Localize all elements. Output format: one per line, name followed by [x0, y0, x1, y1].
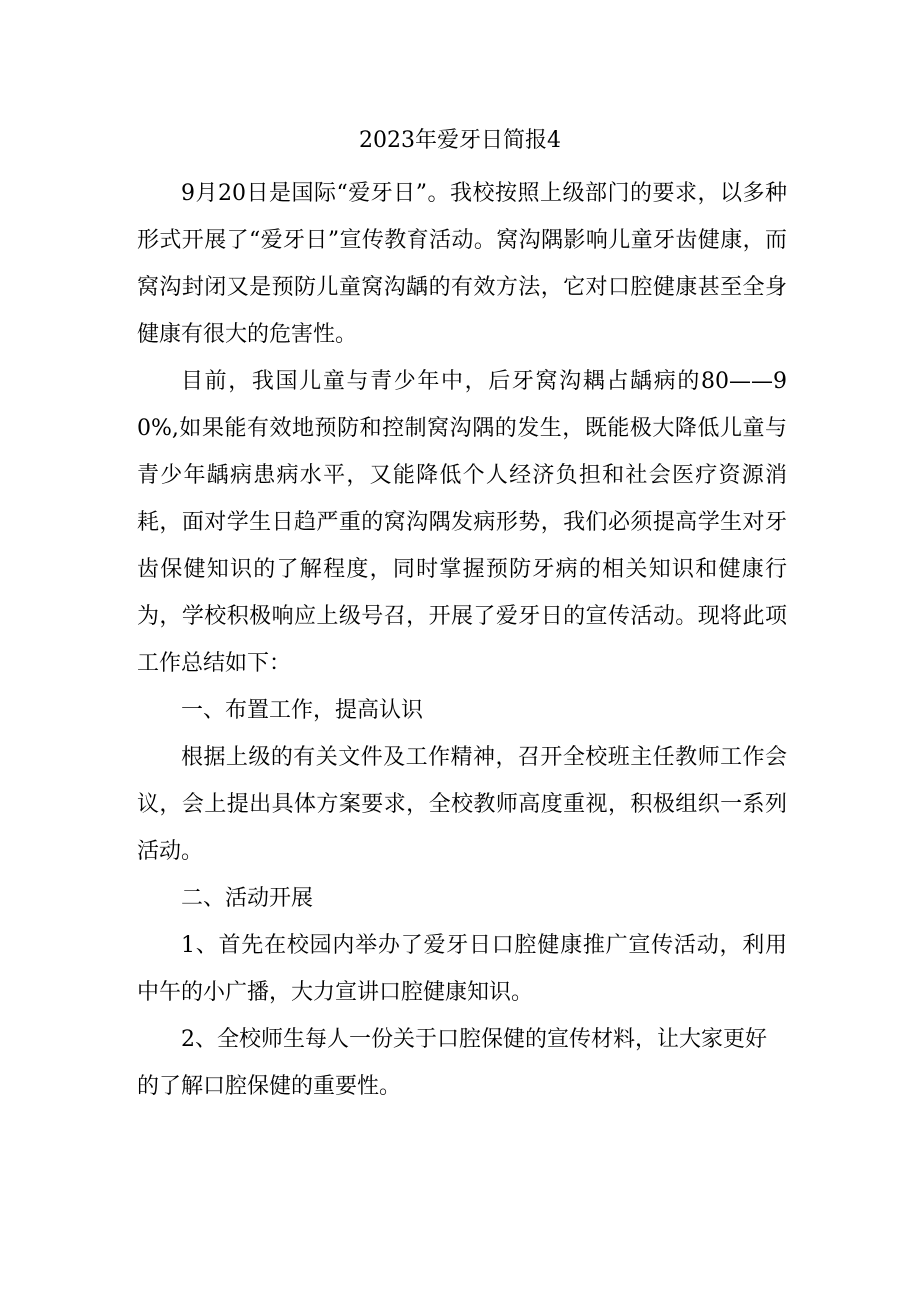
document-body: [137, 170, 787, 1110]
paragraph-activity-1: 1、首先在校园内举办了爱牙日口腔健康推广宣传活动，利用中午的小广播，大力宣讲口腔健康知识。: [137, 933, 787, 1005]
section-heading-arrangement: 一、布置工作，提高认识: [181, 698, 424, 723]
section-heading-activities: 二、活动开展: [181, 886, 314, 911]
document-title: 2023年爱牙日简报4: [359, 128, 561, 153]
paragraph-activity-2: 2、全校师生每人一份关于口腔保健的宣传材料，让大家更好的了解口腔保健的重要性。: [137, 1027, 767, 1099]
paragraph-intro: 9月20日是国际“爱牙日”。我校按照上级部门的要求，以多种形式开展了“爱牙日”宣传教育活动。窝沟隅影响儿童牙齿健康，而窝沟封闭又是预防儿童窝沟龋的有效方法，它对口腔健康甚至全身健康有很大的危害性。: [137, 181, 787, 347]
paragraph-arrangement: 根据上级的有关文件及工作精神，召开全校班主任教师工作会议，会上提出具体方案要求，全校教师高度重视，积极组织一系列活动。: [137, 745, 787, 864]
paragraph-current-situation: 目前，我国儿童与青少年中，后牙窝沟耦占龋病的80——90%,如果能有效地预防和控制窝沟隅的发生，既能极大降低儿童与青少年龋病患病水平，又能降低个人经济负担和社会医疗资源消耗，面对学生日趋严重的窝沟隅发病形势，我们必须提高学生对牙齿保健知识的了解程度，同时掌握预防牙病的相关知识和健康行为，学校积极响应上级号召，开展了爱牙日的宣传活动。现将此项工作总结如下：: [137, 369, 787, 676]
